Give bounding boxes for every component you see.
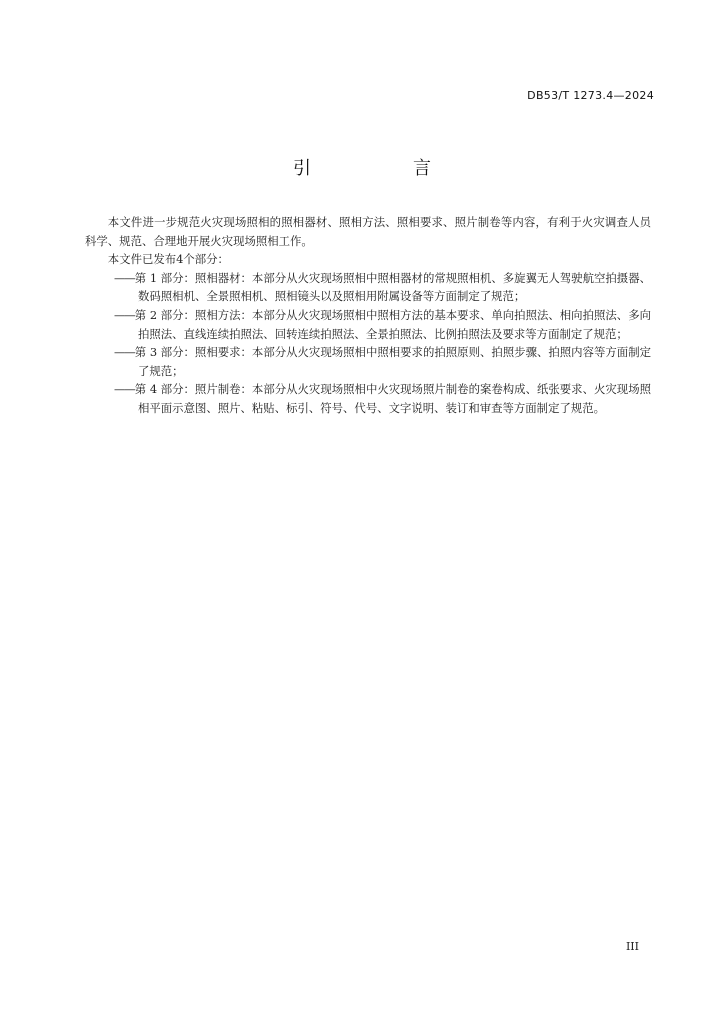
intro-paragraph: 本文件进一步规范火灾现场照相的照相器材、照相方法、照相要求、照片制卷等内容，有利于火灾调查人员科学、规范、合理地开展火灾现场照相工作。 [85, 215, 651, 248]
document-body [85, 213, 651, 418]
list-dash: —— [114, 270, 135, 285]
list-item-text: 第 1 部分：照相器材：本部分从火灾现场照相中照相器材的常规照相机、多旋翼无人驾驶航空拍摄器、数码照相机、全景照相机、照相镜头以及照相用附属设备等方面制定了规范； [134, 270, 651, 304]
document-code: DB53/T 1273.4—2024 [527, 89, 654, 102]
page-number: III [625, 940, 639, 953]
parts-intro: 本文件已发布4个部分： [107, 252, 229, 267]
list-dash: —— [114, 382, 135, 397]
list-item-text: 第 2 部分：照相方法：本部分从火灾现场照相中照相方法的基本要求、单向拍照法、相向拍照法、多向拍照法、直线连续拍照法、回转连续拍照法、全景拍照法、比例拍照法及要求等方面制定了规范； [134, 307, 651, 341]
list-item-text: 第 4 部分：照片制卷：本部分从火灾现场照相中火灾现场照片制卷的案卷构成、纸张要求、火灾现场照相平面示意图、照片、粘贴、标引、符号、代号、文字说明、装订和审查等方面制定了规范。 [134, 382, 651, 415]
list-item [85, 343, 651, 380]
list-item [85, 380, 651, 417]
list-dash: —— [114, 307, 135, 322]
list-dash: —— [114, 345, 135, 360]
list-item-text: 第 3 部分：照相要求：本部分从火灾现场照相中照相要求的拍照原则、拍照步骤、拍照内容等方面制定了规范； [134, 345, 651, 378]
page-title: 引 言 [293, 158, 473, 179]
list-item [85, 306, 651, 343]
list-item [85, 269, 651, 306]
